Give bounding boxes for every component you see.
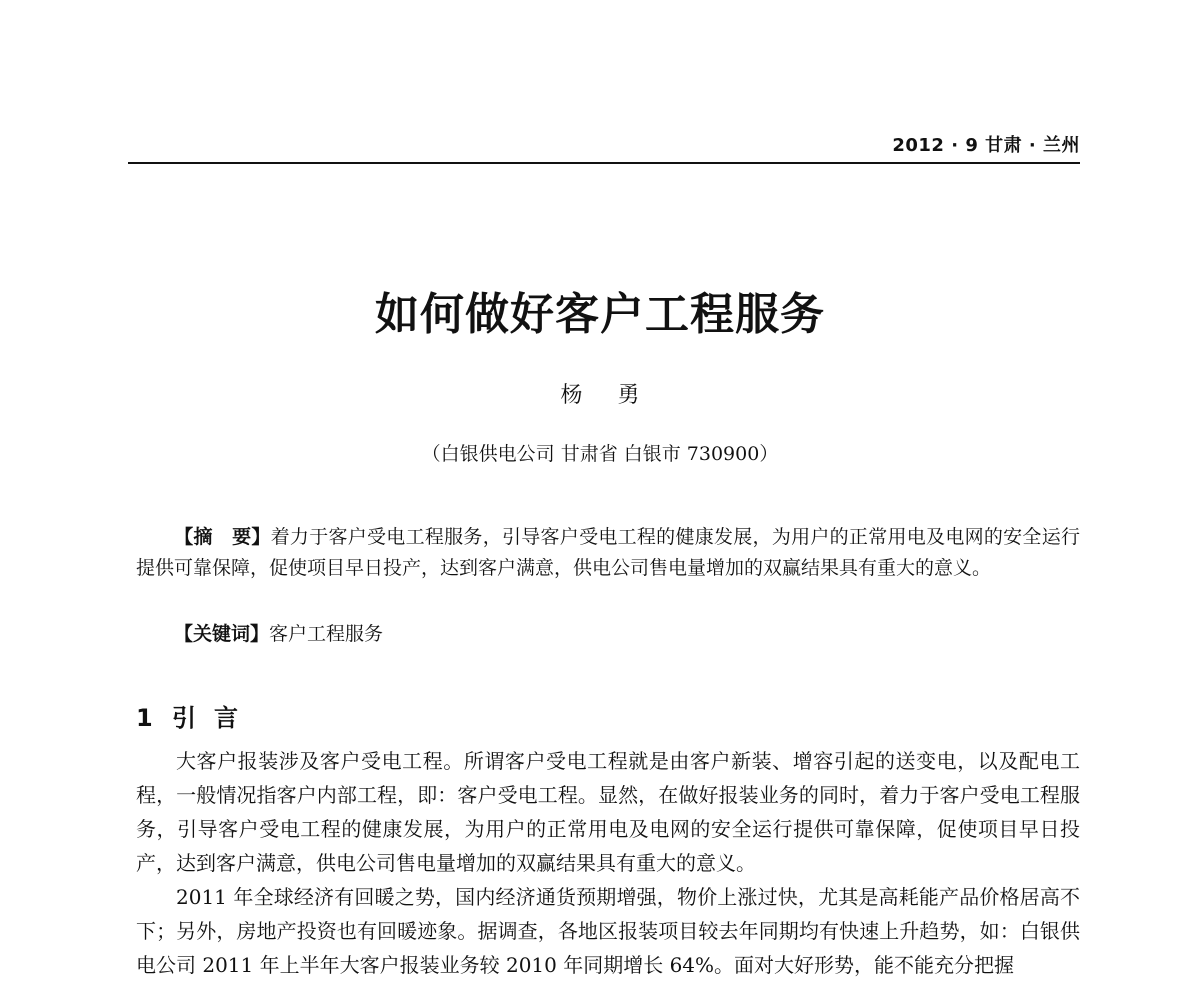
section-number: 1 [136, 704, 153, 732]
abstract-label: 【摘 要】 [174, 526, 271, 548]
body-paragraph: 大客户报装涉及客户受电工程。所谓客户受电工程就是由客户新装、增容引起的送变电，以及配电工程，一般情况指客户内部工程，即：客户受电工程。显然，在做好报装业务的同时，着力于客户受电工程服务，引导客户受电工程的健康发展，为用户的正常用电及电网的安全运行提供可靠保障，促使项目早日投产，达到客户满意，供电公司售电量增加的双赢结果具有重大的意义。 [136, 749, 1080, 875]
body-paragraph: 2011 年全球经济有回暖之势，国内经济通货预期增强，物价上涨过快，尤其是高耗能产品价格居高不下；另外，房地产投资也有回暖迹象。据调查，各地区报装项目较去年同期均有快速上升趋势，如：白银供电公司 2011 年上半年大客户报装业务较 2010 年同期增长 64%。面对大好形势，能不能充分把握 [136, 885, 1080, 977]
author-affiliation: （白银供电公司 甘肃省 白银市 730900） [421, 443, 779, 465]
body-text [136, 744, 1080, 982]
keywords [174, 619, 383, 646]
paper-title: 如何做好客户工程服务 [375, 289, 825, 340]
journal-issue-header: 2012 · 9 甘肃 · 兰州 [892, 135, 1080, 156]
header-divider [128, 162, 1080, 164]
abstract [136, 522, 1080, 584]
paper-author: 杨 勇 [560, 383, 654, 408]
keywords-text: 客户工程服务 [269, 623, 384, 645]
section-title: 引言 [172, 704, 256, 732]
section-heading [136, 698, 256, 733]
abstract-text: 着力于客户受电工程服务，引导客户受电工程的健康发展，为用户的正常用电及电网的安全运行提供可靠保障，促使项目早日投产，达到客户满意，供电公司售电量增加的双赢结果具有重大的意义。 [136, 526, 1080, 579]
keywords-label: 【关键词】 [174, 623, 270, 645]
